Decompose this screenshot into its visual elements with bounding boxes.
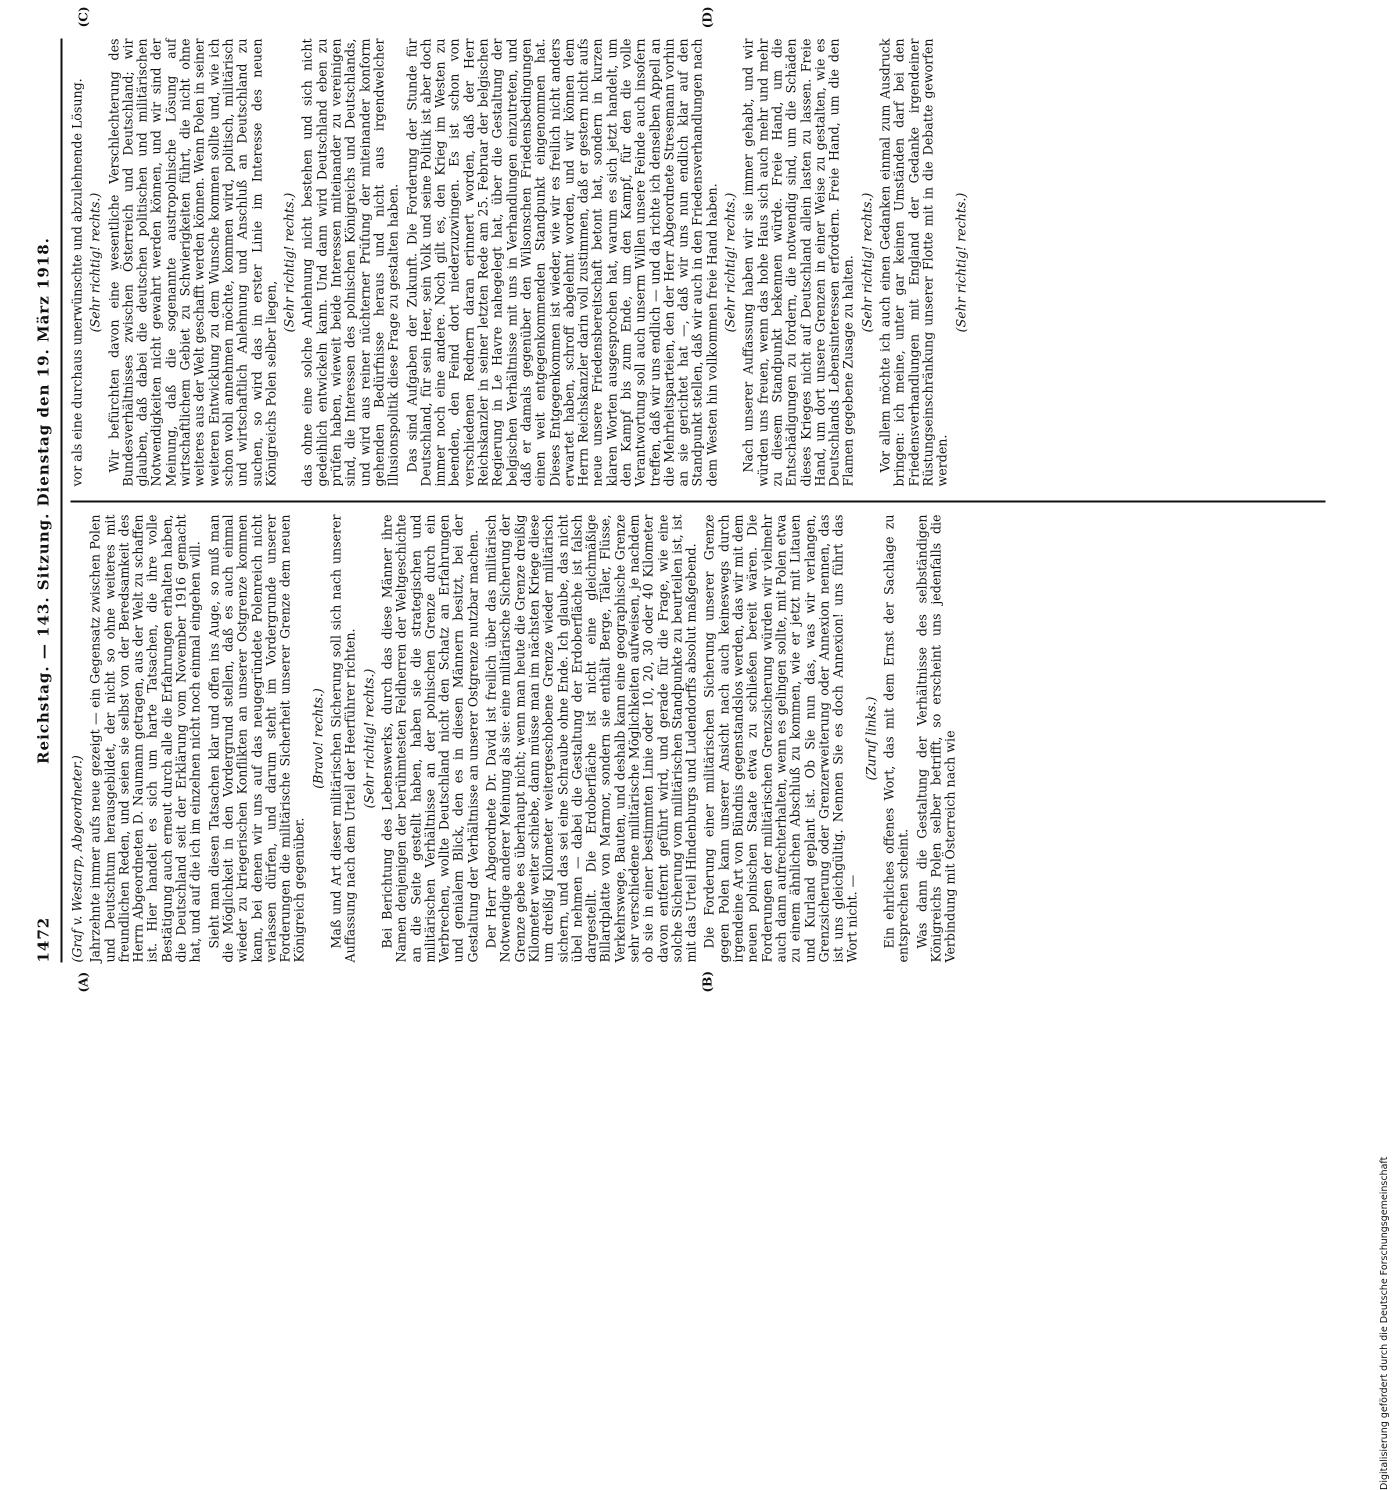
paragraph: das ohne eine solche Anlehnung nicht bestehen und sich nicht gedeihlich entwickeln kann. Und dann wird Deutschland eben zu prüfen haben, wieweit beide Interessen miteinander zu vereinigen sind, die Interessen des polnischen Königreichs und Deutschlands, und wird aus reiner nüchterner Prüfung der miteinander konform gehenden Bedürfnisse heraus und nicht aus irgendwelcher Illusionspolitik diese Frage zu gestalten haben. <box>299 38 401 486</box>
margin-marker-c: (C) <box>76 6 90 27</box>
paragraph: Vor allem möchte ich auch einen Gedanken einmal zum Ausdruck bringen: ich meine, unter gar keinen Umständen darf bei den Friedensverhandlungen mit England der Gedanke irgendeiner Rüstungseinschränkung unserer Flotte mit in die Debatte geworfen werden. <box>877 38 950 486</box>
paragraph: vor als eine durchaus unerwünschte und abzulehnende Lösung. <box>69 77 84 486</box>
header-rule <box>60 38 62 962</box>
paragraph: Ein ehrliches offenes Wort, das mit dem Ernst der Sachlage zu entsprechen scheint. <box>881 514 911 962</box>
interjection: (Sehr richtig! rechts.) <box>281 192 297 332</box>
interjection: (Sehr richtig! rechts.) <box>722 192 738 332</box>
interjection: (Bravo! rechts.) <box>309 687 325 789</box>
paragraph: Nach unserer Auffassung haben wir sie immer gehabt, und wir würden uns freuen, wenn das hohe Haus sich auch mehr und mehr zu diesem Standpunkt bekennen würde. Freie Hand, um die Entschädigungen zu fordern, die notwendig sind, um die Schäden dieses Krieges nicht auf Deutschland allein lasten zu lassen. Freie Hand, um dort unsere Grenzen in einer Weise zu gestalten, wie es Deutschlands Lebensinteressen erfordern. Freie Hand, um die den Flamen gegebene Zusage zu halten. <box>740 38 856 486</box>
right-column <box>70 38 972 486</box>
interjection: (Zuruf links.) <box>862 696 878 780</box>
paragraph: Die Forderung einer militärischen Sicherung unserer Grenze gegen Polen kann unserer Ansicht nach auch keineswegs durch irgendeine Art von Bündnis gegenstandslos werden, das wir mit dem neuen polnischen Staate etwa zu schließen bereit wären. Die Forderungen der militärischen Grenzsicherung würden wir vielmehr auch dann aufrechterhalten, wenn es gelingen sollte, mit Polen etwa zu einem ähnlichen Abschluß zu kommen, wie er jetzt mit Litauen und Kurland geplant ist. Ob Sie nun das, was wir verlangen, Grenzsicherung oder Grenzerweiterung oder Annexion nennen, das ist uns gleichgültig. Nennen Sie es doch Annexion! uns führt das Wort nicht. — <box>701 514 860 962</box>
interjection: (Sehr richtig! rechts.) <box>952 192 968 332</box>
margin-marker-a: (A) <box>76 971 90 992</box>
paragraph: Maß und Art dieser militärischen Sicherung soll sich nach unserer Auffassung nach dem Urteil der Heerführer richten. <box>328 514 358 962</box>
page-number: 1472 <box>34 916 52 962</box>
margin-marker-d: (D) <box>700 6 714 28</box>
interjection: (Sehr richtig! rechts.) <box>858 192 874 332</box>
page-header: Reichstag. — 143. Sitzung. Dienstag den 19. März 1918. <box>34 236 52 764</box>
paragraph: Das sind Aufgaben der Zukunft. Die Forderung der Stunde für Deutschland, für sein Heer, sein Volk und seine Politik ist aber doch immer noch eine andere. Noch gilt es, den Krieg im Westen zu beenden, den Feind dort niederzuzwingen. Es ist schon von verschiedenen Rednern daran erinnert worden, daß der Herr Reichskanzler in seiner letzten Rede am 25. Februar der belgischen Regierung in Le Havre nahegelegt hat, über die Gestaltung der belgischen Verhältnisse mit uns in Verhandlungen einzutreten, und daß er damals gegenüber den Wilsonschen Friedensbedingungen einen weit entgegenkommenden Standpunkt eingenommen hat. Dieses Entgegenkommen ist wieder, wie wir es freilich nicht anders erwartet haben, schroff abgelehnt worden, und wir können dem Herrn Reichskanzler darin voll zustimmen, daß er gestern nicht aufs neue unsere Friedensbereitschaft betont hat, sondern in kurzen klaren Worten ausgesprochen hat, warum es sich jetzt handelt, um den Kampf bis zum Ende, um den Kampf, für den die volle Verantwortung soll auch unserm Willen unsere Feinde auch insofern treffen, daß wir uns endlich — und da richte ich denselben Appell an die Mehrheitsparteien, den der Herr Abgeordnete Stresemann vorhin an sie gerichtet hat —, daß wir uns nun endlich klar auf den Standpunkt stellen, daß wir auch in den Friedensverhandlungen nach dem Westen hin vollkommen freie Hand haben. <box>403 38 719 486</box>
paragraph: Sieht man diesen Tatsachen klar und offen ins Auge, so muß man die Möglichkeit in den Vordergrund stellen, daß es auch einmal wieder zu kriegerischen Konflikten an unserer Ostgrenze kommen kann, bei denen wir uns auf das neugegründete Polenreich nicht verlassen dürfen, und darum steht im Vordergrunde unserer Forderungen die militärische Sicherheit unserer Grenze dem neuen Königreich gegenüber. <box>205 514 307 962</box>
speaker-line: (Graf v. Westarp, Abgeordneter.) <box>69 754 84 962</box>
column-divider <box>70 501 1325 503</box>
interjection: (Sehr richtig! rechts.) <box>360 668 376 808</box>
left-column <box>70 514 962 962</box>
margin-marker-b: (B) <box>700 970 714 992</box>
paragraph: Der Herr Abgeordnete Dr. David ist freilich über das militärisch Notwendige anderer Meinung als sie: eine militärische Sicherung der Grenze gebe es überhaupt nicht; wenn man heute die Grenze dreißig Kilometer weiter schiebe, dann müsse man im nächsten Kriege diese um dreißig Kilometer weitergeschobene Grenze wieder militärisch sichern, und das sei eine Schraube ohne Ende. Ich glaube, das nicht übel nehmen — dabei die Gestaltung der Erdoberfläche ist falsch dargestellt. Die Erdoberfläche ist nicht eine gleichmäßige Billardplatte von Marmor, sondern sie enthält Berge, Täler, Flüsse, Verkehrswege, Bauten, und deshalb kann eine geographische Grenze sehr verschiedene militärische Möglichkeiten aufweisen, je nachdem ob sie in einer bestimmten Linie oder 10, 20, 30 oder 40 Kilometer davon entfernt geführt wird, und gerade für die Frage, wie eine solche Sicherung vom militärischen Standpunkte zu beurteilen ist, ist mit das Urteil Hindenburgs und Ludendorffs absolut maßgebend. <box>483 514 699 962</box>
interjection: (Sehr richtig! rechts.) <box>87 192 103 332</box>
digitization-credit: Digitalisierung gefördert durch die Deutsche Forschungsgemeinschaft <box>1379 1156 1390 1490</box>
paragraph: Was dann die Gestaltung der Verhältnisse des selbständigen Königreichs Polen selber betrifft, so erscheint uns jedenfalls die Verbindung mit Österreich nach wie <box>913 514 958 962</box>
paragraph: Bei Berichtung des Lebenswerks, durch das diese Männer ihre Namen denjenigen der berühmtesten Feldherren der Weltgeschichte an die Seite gestellt haben, haben sie die strategischen und militärischen Verhältnisse an der polnischen Grenze durch ein Verbrechen, wollte Deutschland nicht den Schatz an Erfahrungen und genialem Blick, den es in diesen Männern besitzt, bei der Gestaltung der Verhältnisse an unserer Ostgrenze nutzbar machen. <box>378 514 480 962</box>
paragraph: Wir befürchten davon eine wesentliche Verschlechterung des Bundesverhältnisses zwischen Österreich und Deutschland; wir glauben, daß dabei die deutschen politischen und militärischen Notwendigkeiten nicht gewahrt werden können, und wir sind der Meinung, daß die sogenannte austropolnische Lösung auf wirtschaftlichem Gebiet zu Schwierigkeiten führt, die nicht ohne weiteres aus der Welt geschafft werden können. Wenn Polen in seiner weiteren Entwicklung zu dem Wunsche kommen sollte und, wie ich schon wohl annehmen möchte, kommen wird, politisch, militärisch und wirtschaftlich Anlehnung und Anschluß an Deutschland zu suchen, so wird das in erster Linie im Interesse des neuen Königreichs Polen selber liegen, <box>105 38 278 486</box>
paragraph: Jahrzehnte immer aufs neue gezeigt — ein Gegensatz zwischen Polen und Deutschtum herausgebildet, der nicht so ohne weiteres mit freundlichen Reden, und seien sie selbst von der Beredsamkeit des Herrn Abgeordneten D. Naumann getragen, aus der Welt zu schaffen ist. Hier handelt es sich um harte Tatsachen, die ihre volle Bestätigung auch erneut durch alle die Erfahrungen erhalten haben, die Deutschland seit der Erklärung vom November 1916 gemacht hat, und auf die ich im einzelnen nicht noch einmal eingehen will. <box>87 514 203 962</box>
